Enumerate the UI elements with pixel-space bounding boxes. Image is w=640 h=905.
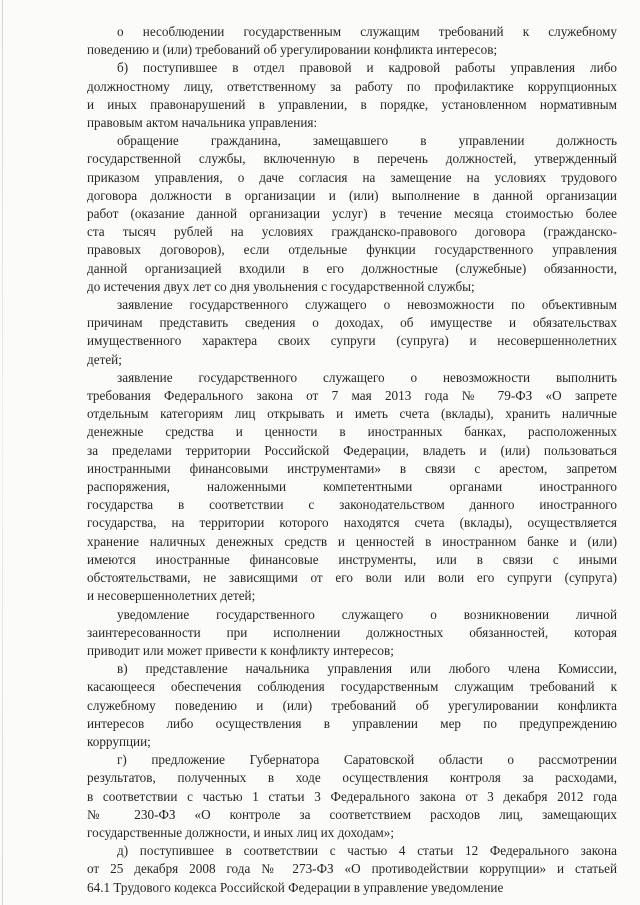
text-line: уведомление государственного служащего о возникновении личной [117,606,617,622]
text-line: правовых договоров), если отдельные функции государственного управления [87,242,617,258]
text-line: отдельным категориям лиц открывать и иметь счета (вклады), хранить наличные [87,406,617,422]
text-line: от 25 декабря 2008 года № 273-ФЗ «О противодействии коррупции» и статьей [87,861,617,877]
text-line: и иных правонарушений в управлении, в порядке, установленном нормативным [87,96,617,112]
text-line: требования Федерального закона от 7 мая 2013 года № 79-ФЗ «О запрете [87,388,617,404]
text-line: в) представление начальника управления или любого члена Комиссии, [117,661,617,677]
text-line: заинтересованности при исполнении должностных обязанностей, которая [87,624,617,640]
text-line: № 230-ФЗ «О контроле за соответствием расходов лиц, замещающих [87,806,617,822]
text-line: имеются иностранные финансовые инструменты, или в связи с иными [87,551,617,567]
text-line: иностранными финансовыми инструментами» в связи с арестом, запретом [87,460,617,476]
text-line: приводит или может привести к конфликту интересов; [87,642,394,658]
paragraph [87,59,617,132]
text-line: государственной службы, включенную в перечень должностей, утвержденный [87,151,617,167]
text-line: коррупции; [87,733,151,749]
text-line: г) предложение Губернатора Саратовской области о рассмотрении [117,752,617,768]
paragraph [87,369,617,606]
text-line: договора должности в организации и (или) выполнение в данной организации [87,187,617,203]
text-line: государственные должности, и иных лиц их доходам»; [87,824,395,840]
text-line: обстоятельствами, не зависящими от его воли или воли его супруги (супруга) [87,570,617,586]
text-line: в соответствии с частью 1 статьи 3 Федерального закона от 3 декабря 2012 года [87,788,617,804]
text-line: обращение гражданина, замещавшего в управлении должность [117,133,617,149]
text-line: приказом управления, о даче согласия на замещение на условиях трудового [87,169,617,185]
text-line: о несоблюдении государственным служащим требований к служебному [117,24,617,39]
text-line: заявление государственного служащего о невозможности выполнить [117,369,617,385]
text-line: интересов либо осуществления в управлении мер по предупреждению [87,715,617,731]
text-line: правовым актом начальника управления: [87,115,318,131]
text-line: детей; [87,351,122,367]
paragraph [87,132,617,296]
paragraph [87,23,617,59]
text-line: хранение наличных денежных средств и ценностей в иностранном банке и (или) [87,533,617,549]
text-line: ста тысяч рублей на условиях гражданско-правового договора (гражданско- [87,224,617,240]
paragraph [87,751,617,842]
text-line: государства в соответствии с законодательством данного иностранного [87,497,617,513]
text-line: и несовершеннолетних детей; [87,588,256,604]
text-line: касающееся обеспечения соблюдения государственным служащим требований к [87,679,617,695]
text-line: поведению и (или) требований об урегулировании конфликта интересов; [87,42,498,58]
paragraph [87,606,617,661]
text-line: денежные средства и ценности в иностранных банках, расположенных [87,424,617,440]
text-line: распоряжения, наложенными компетентными органами иностранного [87,479,617,495]
text-line: данной организацией входили в его должностные (служебные) обязанности, [87,260,617,276]
paragraph [87,842,617,897]
text-line: до истечения двух лет со дня увольнения с государственной службы; [87,278,475,294]
text-line: результатов, полученных в ходе осуществления контроля за расходами, [87,770,617,786]
text-line: причинам представить сведения о доходах, об имуществе и обязательствах [87,315,617,331]
text-line: имущественного характера своих супруги (супруга) и несовершеннолетних [87,333,617,349]
text-line: должностному лицу, ответственному за работу по профилактике коррупционных [87,78,617,94]
text-line: служебному поведению и (или) требований об урегулировании конфликта [87,697,617,713]
text-line: за пределами территории Российской Федерации, владеть и (или) пользоваться [87,442,617,458]
paragraph [87,660,617,751]
text-line: б) поступившее в отдел правовой и кадровой работы управления либо [117,60,617,76]
text-line: государства, на территории которого находятся счета (вклады), осуществляется [87,515,617,531]
scan-edge-line [2,0,3,905]
document-body [87,23,617,897]
text-line: 64.1 Трудового кодекса Российской Федерации в управление уведомление [87,879,504,895]
text-line: д) поступившее в соответствии с частью 4 статьи 12 Федерального закона [117,843,617,859]
text-line: заявление государственного служащего о невозможности по объективным [117,297,617,313]
paragraph [87,296,617,369]
text-line: работ (оказание данной организации услуг) в течение месяца стоимостью более [87,206,617,222]
